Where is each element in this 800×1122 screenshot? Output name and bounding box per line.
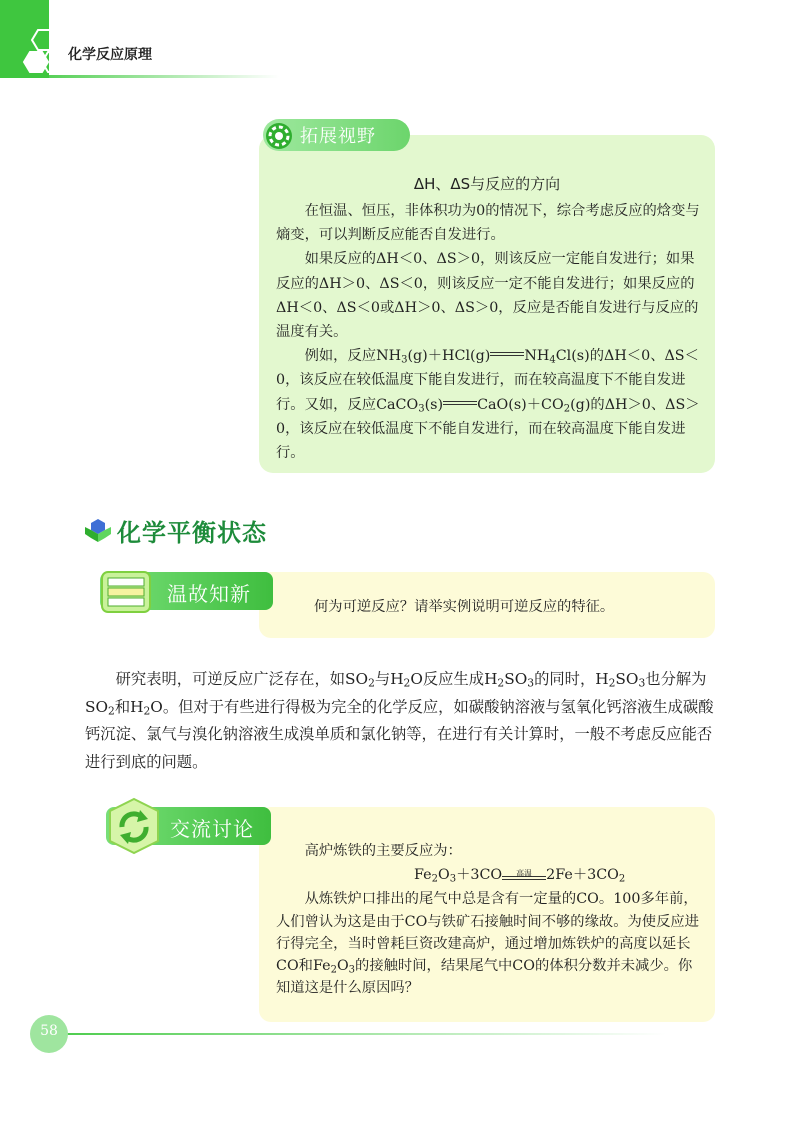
discussion-question: 从炼铁炉口排出的尾气中总是含有一定量的CO。100多年前，人们曾认为这是由于CO与铁矿石接触时间不够的缘故。为使反应进行得完全，当时曾耗巨资改建高炉，通过增加炼铁炉的高度以延长CO和$Fe_2O_3$的接触时间，结果尾气中CO的体积分数并未减少。你知道这是什么原因吗？ — [276, 891, 699, 997]
blast-furnace-equation: $Fe_2O_3+3CO$ 高温 $2Fe+3CO_2$ — [414, 864, 700, 886]
body-paragraph: 研究表明，可逆反应广泛存在，如$SO_2$与$H_2O$反应生成$H_2SO_3$的同时，$H_2SO_3$也分解为$SO_2$和$H_2O$。但对于有些进行得极为完全的化学反应，如碳酸钠溶液与氢氧化钙溶液生成碳酸钙沉淀、氯气与溴化钠溶液生成溴单质和氯化钠等，在进行有关计算时，一般不考虑反应能否进行到底的问题。 — [85, 670, 714, 771]
section-title: 化学平衡状态 — [117, 519, 267, 547]
extension-paragraph-1: 在恒温、恒压，非体积功为0的情况下，综合考虑反应的焓变与熵变，可以判断反应能否自发进行。 — [276, 203, 700, 244]
reaction-condition: 高温 — [516, 869, 533, 879]
discussion-label: 交流讨论 — [170, 817, 254, 841]
extension-paragraph-3: 例如，反应$NH_3(g)+HCl(g)$ $NH_4Cl(s)$的ΔH＜0、ΔS＜0，该反应在较低温度下能自发进行，而在较高温度下不能自发进行。又如，反应CaCO$_3$(s) $CaO(s)+CO_2(g)$的ΔH＞0、ΔS＞0，该反应在较低温度下不能自发进行，而在较高温度下能自发进行。 — [276, 348, 700, 462]
books-icon — [96, 566, 156, 618]
review-label: 温故知新 — [167, 582, 251, 606]
recycle-arrows-icon — [104, 797, 164, 855]
header-rule — [49, 75, 279, 78]
equals-sign — [490, 352, 524, 356]
header-title: 化学反应原理 — [68, 47, 152, 63]
footer-rule — [66, 1033, 666, 1035]
page-number: 58 — [40, 1023, 58, 1039]
discussion-intro: 高炉炼铁的主要反应为： — [304, 843, 462, 859]
review-question: 何为可逆反应？请举实例说明可逆反应的特征。 — [314, 599, 615, 615]
extension-paragraph-2: 如果反应的ΔH＜0、ΔS＞0，则该反应一定能自发进行；如果反应的ΔH＞0、ΔS＜0，则该反应一定不能自发进行；如果反应的ΔH＜0、ΔS＜0或ΔH＞0、ΔS＞0，反应是否能自发进行与反应的温度有关。 — [276, 251, 699, 341]
gear-icon — [264, 121, 294, 151]
extension-title: ΔH、ΔS与反应的方向 — [413, 175, 561, 193]
extension-label: 拓展视野 — [300, 126, 376, 147]
equals-sign — [443, 401, 477, 405]
extension-body — [276, 199, 700, 465]
cube-cluster-icon — [85, 518, 111, 544]
hexagon-logo-icon — [22, 28, 68, 76]
discussion-body — [276, 840, 700, 999]
